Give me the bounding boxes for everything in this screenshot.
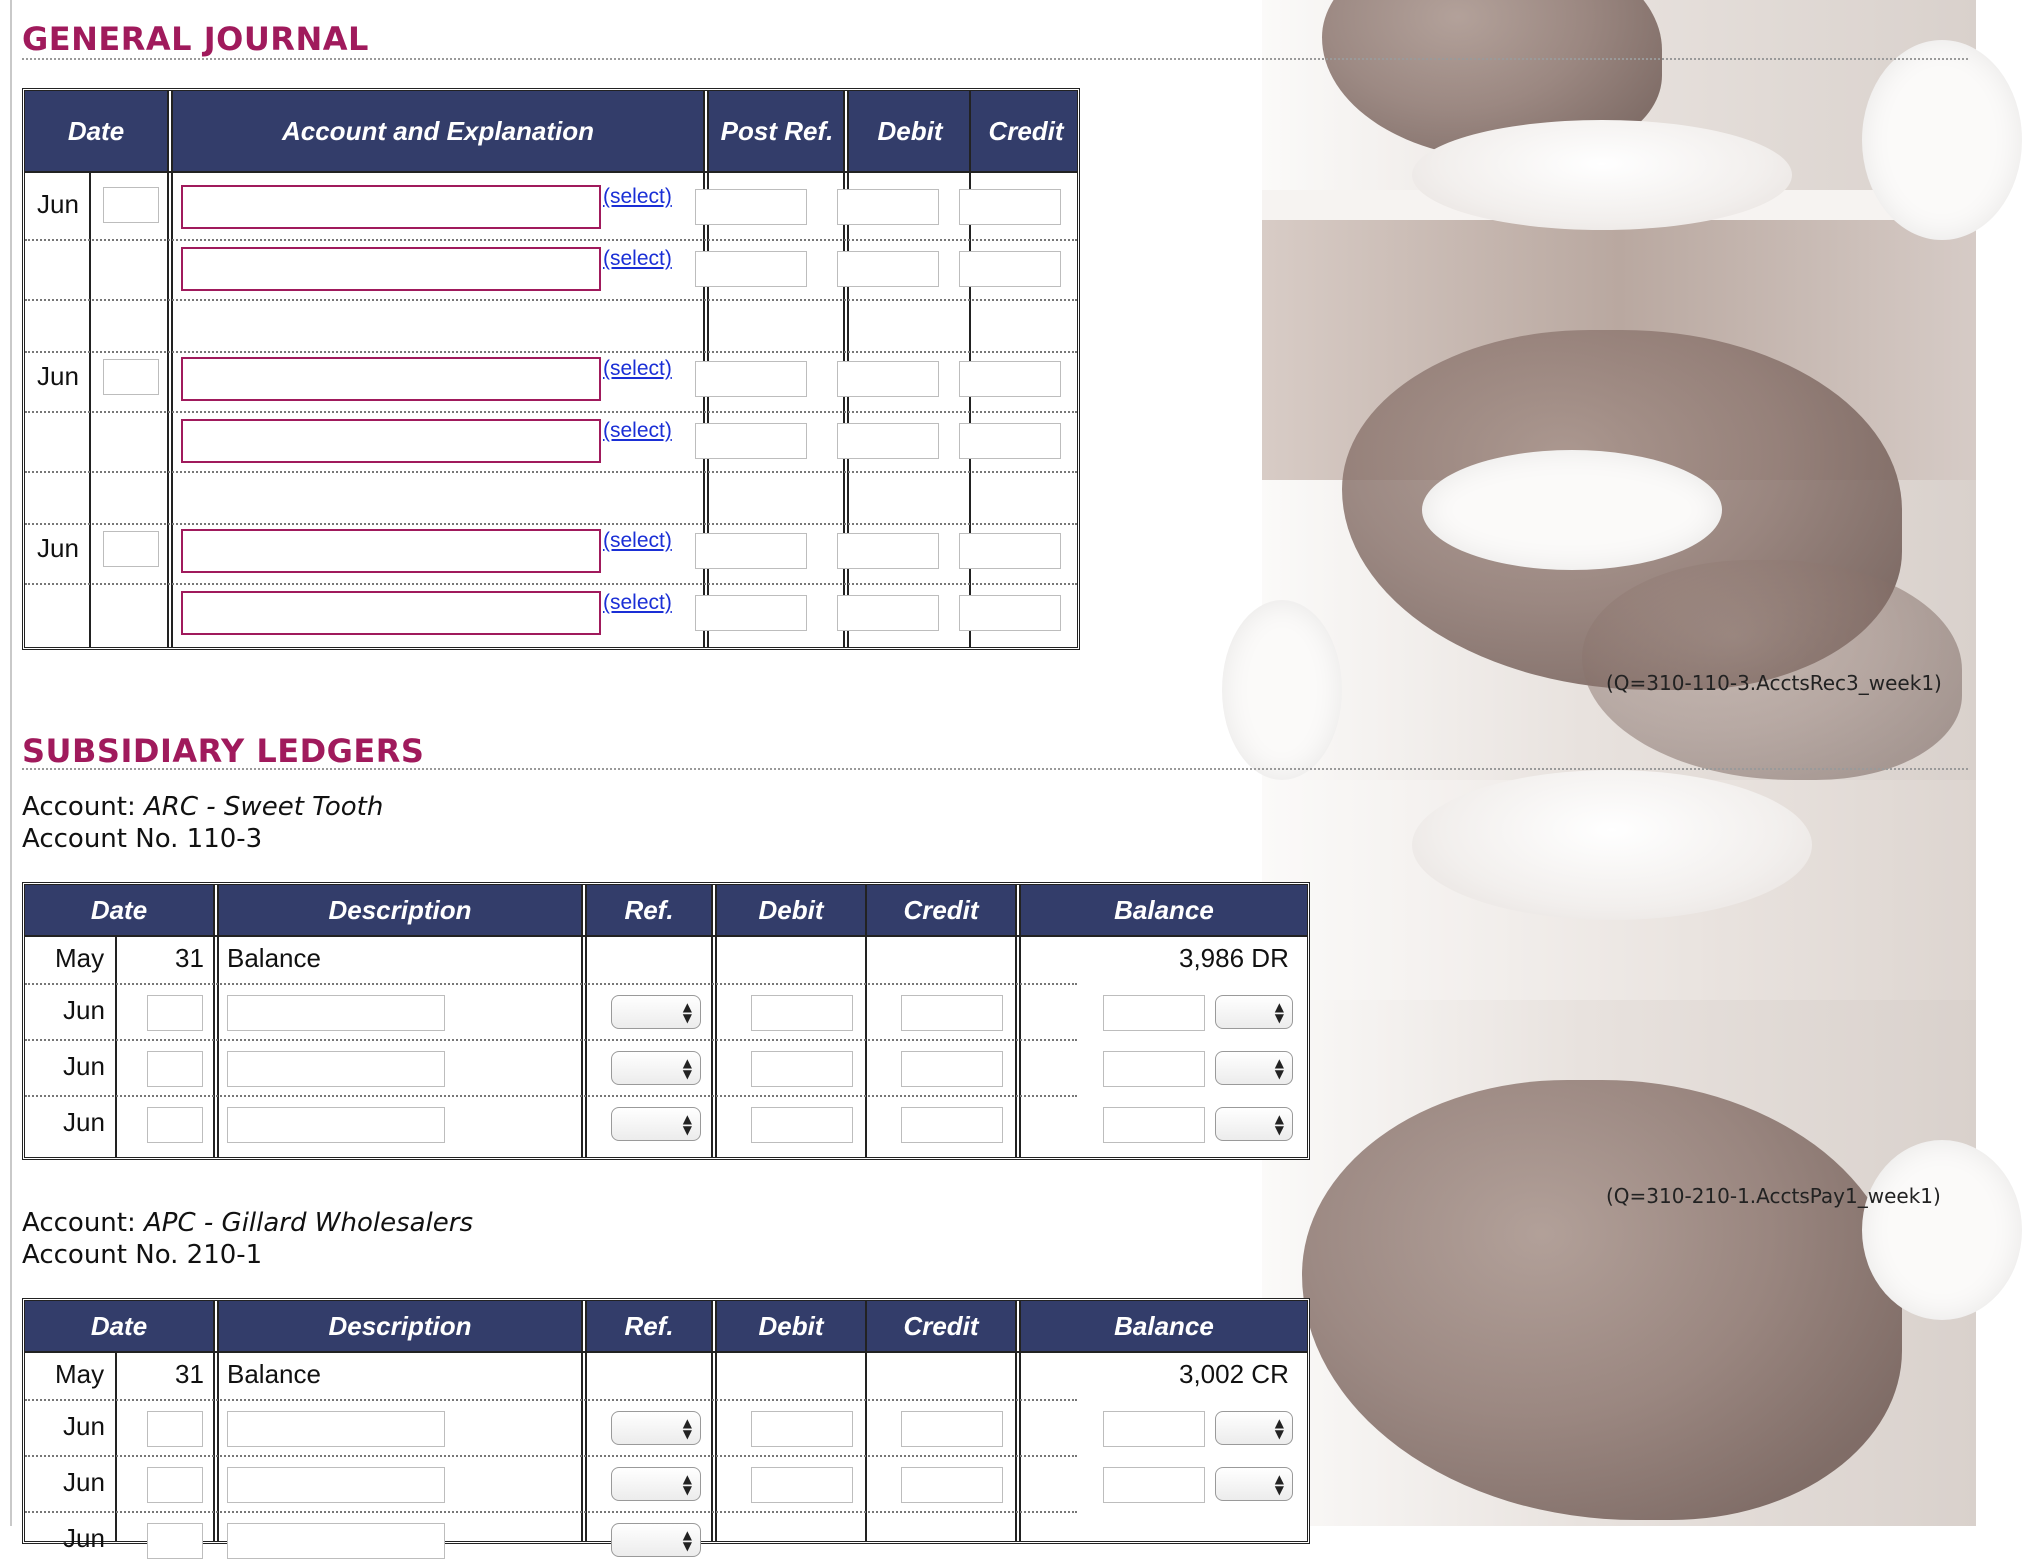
balance-input[interactable]: [1103, 1051, 1205, 1087]
credit-input[interactable]: [959, 361, 1061, 397]
select-account-link[interactable]: (select): [603, 419, 672, 442]
row-month: Jun: [63, 1467, 105, 1497]
ledger-table-arc: [22, 882, 1310, 1160]
chevron-updown-icon: ▲ ▼: [1274, 1000, 1284, 1025]
question-code: (Q=310-110-3.AcctsRec3_week1): [1606, 671, 1942, 695]
puzzle-background-image: [1262, 0, 1976, 1526]
account-explanation-input[interactable]: [181, 529, 601, 573]
row-divider: [25, 1095, 1077, 1097]
day-input[interactable]: [147, 1411, 203, 1447]
day-input[interactable]: [147, 1523, 203, 1559]
column-separator: [1015, 885, 1021, 1157]
page-left-border: [10, 0, 12, 1526]
day-input[interactable]: [147, 1467, 203, 1503]
row-divider: [25, 411, 1077, 413]
chevron-updown-icon: ▲ ▼: [1274, 1416, 1284, 1441]
balance-input[interactable]: [1103, 1467, 1205, 1503]
column-separator: [711, 885, 717, 1157]
credit-input[interactable]: [901, 1051, 1003, 1087]
header-date: Date: [67, 115, 125, 146]
debit-input[interactable]: [837, 533, 939, 569]
credit-input[interactable]: [959, 189, 1061, 225]
description-input[interactable]: [227, 1411, 445, 1447]
chevron-updown-icon: ▲ ▼: [1274, 1056, 1284, 1081]
debit-input[interactable]: [751, 1051, 853, 1087]
entry-month: Jun: [37, 361, 79, 391]
credit-input[interactable]: [959, 595, 1061, 631]
post-ref-input[interactable]: [695, 533, 807, 569]
day-input[interactable]: [103, 531, 159, 567]
row-divider: [25, 583, 1077, 585]
row-divider: [25, 1511, 1077, 1513]
day-input[interactable]: [147, 1051, 203, 1087]
ledger-table-apc: [22, 1298, 1310, 1553]
credit-input[interactable]: [901, 995, 1003, 1031]
chevron-updown-icon: ▲ ▼: [682, 1000, 692, 1025]
credit-input[interactable]: [901, 1107, 1003, 1143]
header-credit: Credit: [903, 1310, 979, 1341]
balance-input[interactable]: [1103, 1107, 1205, 1143]
column-separator: [581, 1301, 587, 1541]
chevron-updown-icon: ▲ ▼: [682, 1416, 692, 1441]
column-separator: [711, 1301, 717, 1541]
opening-day: 31: [175, 943, 204, 973]
balance-type-select[interactable]: [1215, 1411, 1293, 1445]
debit-input[interactable]: [837, 595, 939, 631]
header-debit: Debit: [758, 1310, 824, 1341]
ref-select[interactable]: [611, 1467, 701, 1501]
description-input[interactable]: [227, 1467, 445, 1503]
balance-type-select[interactable]: [1215, 1467, 1293, 1501]
credit-input[interactable]: [959, 533, 1061, 569]
row-month: Jun: [63, 1051, 105, 1081]
credit-input[interactable]: [901, 1411, 1003, 1447]
date-subcolumn-separator: [115, 935, 117, 1157]
chevron-updown-icon: ▲ ▼: [682, 1528, 692, 1553]
section-divider: [22, 768, 1968, 770]
day-input[interactable]: [147, 1107, 203, 1143]
account-explanation-input[interactable]: [181, 419, 601, 463]
row-divider: [25, 1455, 1077, 1457]
day-input[interactable]: [147, 995, 203, 1031]
column-separator: [581, 885, 587, 1157]
opening-balance: 3,002 CR: [1179, 1359, 1289, 1389]
description-input[interactable]: [227, 1523, 445, 1559]
column-separator: [865, 1301, 867, 1541]
debit-input[interactable]: [751, 1411, 853, 1447]
account-name: ARC - Sweet Tooth: [144, 792, 384, 822]
header-bottom-border: [25, 171, 1077, 173]
date-subcolumn-separator: [89, 171, 91, 647]
post-ref-input[interactable]: [695, 251, 807, 287]
post-ref-input[interactable]: [695, 189, 807, 225]
row-divider: [25, 351, 1077, 353]
chevron-updown-icon: ▲ ▼: [1274, 1472, 1284, 1497]
debit-input[interactable]: [751, 995, 853, 1031]
row-divider: [25, 299, 1077, 301]
select-account-link[interactable]: (select): [603, 357, 672, 380]
ref-select[interactable]: [611, 1523, 701, 1557]
day-input[interactable]: [103, 359, 159, 395]
row-divider: [25, 523, 1077, 525]
credit-input[interactable]: [959, 251, 1061, 287]
header-debit: Debit: [758, 894, 824, 925]
select-account-link[interactable]: (select): [603, 185, 672, 208]
debit-input[interactable]: [837, 251, 939, 287]
post-ref-input[interactable]: [695, 361, 807, 397]
credit-input[interactable]: [901, 1467, 1003, 1503]
debit-input[interactable]: [751, 1107, 853, 1143]
credit-input[interactable]: [959, 423, 1061, 459]
header-balance: Balance: [1114, 1310, 1214, 1341]
row-month: Jun: [63, 1107, 105, 1137]
header-description: Description: [328, 894, 472, 925]
header-date: Date: [90, 1310, 148, 1341]
header-date: Date: [90, 894, 148, 925]
opening-balance: 3,986 DR: [1179, 943, 1289, 973]
header-credit: Credit: [988, 115, 1064, 146]
account-explanation-input[interactable]: [181, 357, 601, 401]
header-description: Description: [328, 1310, 472, 1341]
description-input[interactable]: [227, 1051, 445, 1087]
balance-input[interactable]: [1103, 995, 1205, 1031]
account-number-label: Account No. 210-1: [22, 1240, 263, 1270]
account-explanation-input[interactable]: [181, 591, 601, 635]
column-separator: [213, 885, 219, 1157]
column-separator: [865, 885, 867, 1157]
debit-input[interactable]: [837, 189, 939, 225]
opening-description: Balance: [227, 943, 321, 973]
ref-select[interactable]: [611, 1051, 701, 1085]
row-divider: [25, 239, 1077, 241]
header-ref: Ref.: [624, 1310, 674, 1341]
description-input[interactable]: [227, 995, 445, 1031]
column-separator: [213, 1301, 219, 1541]
balance-input[interactable]: [1103, 1411, 1205, 1447]
balance-type-select[interactable]: [1215, 995, 1293, 1029]
subsidiary-ledgers-title: SUBSIDIARY LEDGERS: [22, 732, 425, 770]
general-journal-table: [22, 88, 1080, 650]
row-month: Jun: [63, 1523, 105, 1553]
account-number-label: Account No. 110-3: [22, 824, 263, 854]
debit-input[interactable]: [837, 361, 939, 397]
general-journal-title: GENERAL JOURNAL: [22, 20, 369, 58]
chevron-updown-icon: ▲ ▼: [1274, 1112, 1284, 1137]
opening-description: Balance: [227, 1359, 321, 1389]
chevron-updown-icon: ▲ ▼: [682, 1472, 692, 1497]
chevron-updown-icon: ▲ ▼: [682, 1112, 692, 1137]
header-balance: Balance: [1114, 894, 1214, 925]
post-ref-input[interactable]: [695, 595, 807, 631]
account-name-label: Account: ARC - Sweet Tooth: [22, 792, 384, 822]
row-divider: [25, 471, 1077, 473]
debit-input[interactable]: [837, 423, 939, 459]
chevron-updown-icon: ▲ ▼: [682, 1056, 692, 1081]
debit-input[interactable]: [751, 1467, 853, 1503]
row-month: Jun: [63, 995, 105, 1025]
balance-type-select[interactable]: [1215, 1051, 1293, 1085]
header-debit: Debit: [877, 115, 943, 146]
description-input[interactable]: [227, 1107, 445, 1143]
row-divider: [25, 983, 1077, 985]
header-ref: Ref.: [624, 894, 674, 925]
header-account-explanation: Account and Explanation: [281, 115, 595, 146]
section-divider: [22, 58, 1968, 60]
header-bottom-border: [25, 935, 1307, 937]
entry-month: Jun: [37, 189, 79, 219]
header-credit: Credit: [903, 894, 979, 925]
ref-select[interactable]: [611, 1411, 701, 1445]
account-explanation-input[interactable]: [181, 247, 601, 291]
ref-select[interactable]: [611, 995, 701, 1029]
row-divider: [25, 1039, 1077, 1041]
post-ref-input[interactable]: [695, 423, 807, 459]
select-account-link[interactable]: (select): [603, 591, 672, 614]
row-divider: [25, 1399, 1077, 1401]
account-name: APC - Gillard Wholesalers: [144, 1208, 474, 1238]
row-month: Jun: [63, 1411, 105, 1441]
header-bottom-border: [25, 1351, 1307, 1353]
select-account-link[interactable]: (select): [603, 247, 672, 270]
column-separator: [167, 91, 173, 647]
opening-month: May: [55, 943, 105, 973]
select-account-link[interactable]: (select): [603, 529, 672, 552]
account-explanation-input[interactable]: [181, 185, 601, 229]
ref-select[interactable]: [611, 1107, 701, 1141]
day-input[interactable]: [103, 187, 159, 223]
account-name-label: Account: APC - Gillard Wholesalers: [22, 1208, 474, 1238]
column-separator: [1015, 1301, 1021, 1541]
entry-month: Jun: [37, 533, 79, 563]
question-code: (Q=310-210-1.AcctsPay1_week1): [1606, 1184, 1941, 1208]
opening-month: May: [55, 1359, 105, 1389]
header-post-ref: Post Ref.: [720, 115, 834, 146]
opening-day: 31: [175, 1359, 204, 1389]
balance-type-select[interactable]: [1215, 1107, 1293, 1141]
